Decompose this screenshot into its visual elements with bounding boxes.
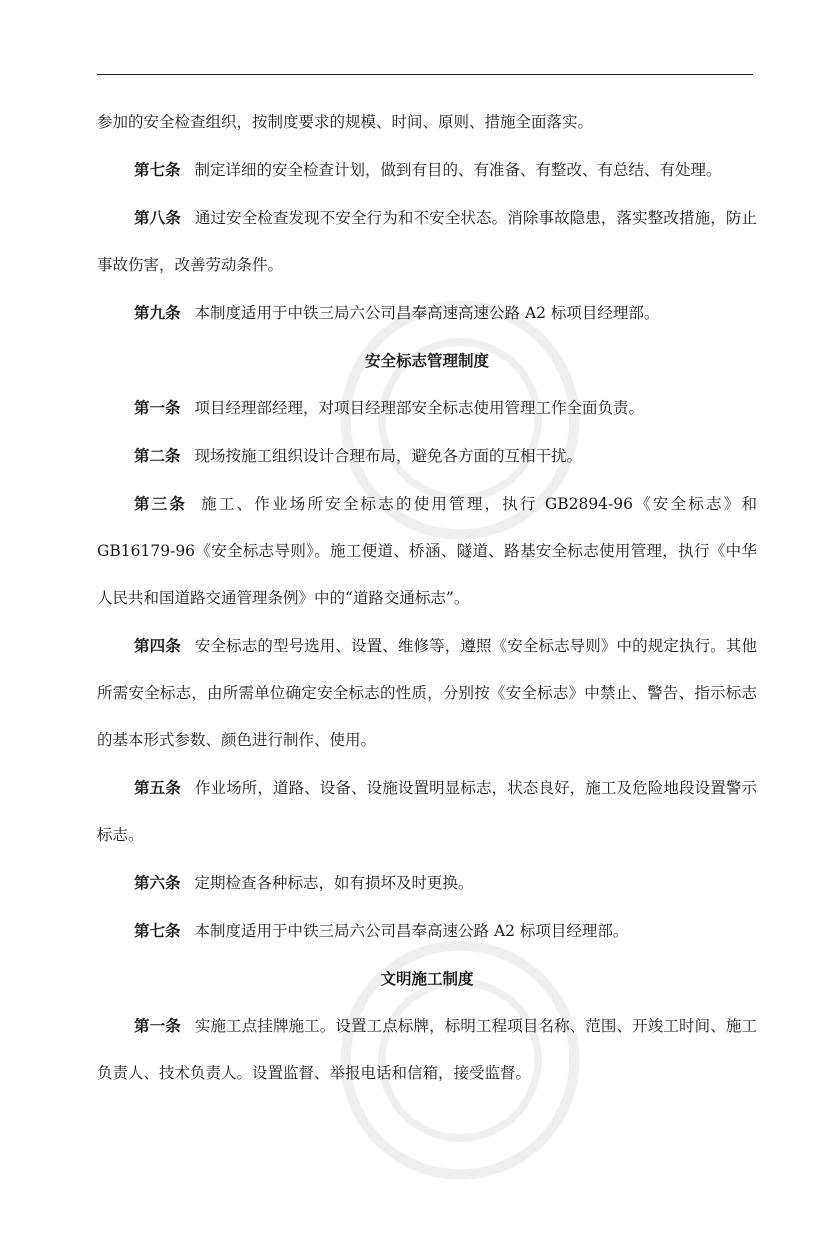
- article-text: 施工、作业场所安全标志的使用管理，执行 GB2894-96《安全标志》和 GB16179-96《安全标志导则》。施工便道、桥涵、隧道、路基安全标志使用管理，执行《中华人民共和国道路交通管理条例》中的“道路交通标志”。: [97, 495, 757, 607]
- paragraph-article: [97, 194, 757, 289]
- paragraph-article: [97, 432, 757, 480]
- article-label: 第八条: [134, 208, 181, 227]
- paragraph-article: [97, 146, 757, 194]
- paragraph-article: [97, 907, 757, 955]
- article-text: 本制度适用于中铁三局六公司昌奉高速公路 A2 标项目经理部。: [194, 922, 629, 940]
- article-label: 第四条: [134, 636, 181, 655]
- section-heading-civilized-construction: 文明施工制度: [380, 969, 474, 988]
- document-body: [97, 99, 757, 1097]
- paragraph-continuation: 参加的安全检查组织，按制度要求的规模、时间、原则、措施全面落实。: [97, 113, 594, 131]
- section-heading-safety-signs: 安全标志管理制度: [364, 351, 489, 370]
- header-rule: [97, 74, 753, 75]
- article-text: 通过安全检查发现不安全行为和不安全状态。消除事故隐患，落实整改措施，防止事故伤害，改善劳动条件。: [97, 209, 757, 274]
- paragraph-article: [97, 384, 757, 432]
- article-text: 作业场所，道路、设备、设施设置明显标志，状态良好，施工及危险地段设置警示标志。: [97, 779, 757, 844]
- article-text: 现场按施工组织设计合理布局，避免各方面的互相干扰。: [194, 447, 583, 465]
- article-text: 本制度适用于中铁三局六公司昌奉高速高速公路 A2 标项目经理部。: [194, 304, 660, 322]
- article-label: 第七条: [134, 160, 181, 179]
- article-label: 第九条: [134, 303, 181, 322]
- paragraph-article: [97, 1002, 757, 1097]
- article-label: 第五条: [134, 778, 181, 797]
- article-text: 制定详细的安全检查计划，做到有目的、有准备、有整改、有总结、有处理。: [194, 161, 722, 179]
- article-label: 第二条: [134, 446, 181, 465]
- article-text: 项目经理部经理，对项目经理部安全标志使用管理工作全面负责。: [194, 399, 645, 417]
- paragraph-article: [97, 622, 757, 764]
- paragraph-article: [97, 480, 757, 622]
- paragraph-article: [97, 289, 757, 337]
- paragraph-article: [97, 764, 757, 859]
- paragraph-article: [97, 859, 757, 907]
- article-label: 第一条: [134, 398, 181, 417]
- article-text: 实施工点挂牌施工。设置工点标牌，标明工程项目名称、范围、开竣工时间、施工负责人、技术负责人。设置监督、举报电话和信箱，接受监督。: [97, 1017, 757, 1082]
- article-text: 定期检查各种标志，如有损坏及时更换。: [194, 874, 474, 892]
- article-label: 第六条: [134, 873, 181, 892]
- article-text: 安全标志的型号选用、设置、维修等，遵照《安全标志导则》中的规定执行。其他所需安全标志，由所需单位确定安全标志的性质，分别按《安全标志》中禁止、警告、指示标志的基本形式参数、颜色进行制作、使用。: [97, 637, 757, 749]
- article-label: 第一条: [134, 1016, 181, 1035]
- article-label: 第七条: [134, 921, 181, 940]
- article-label: 第三条: [134, 494, 188, 513]
